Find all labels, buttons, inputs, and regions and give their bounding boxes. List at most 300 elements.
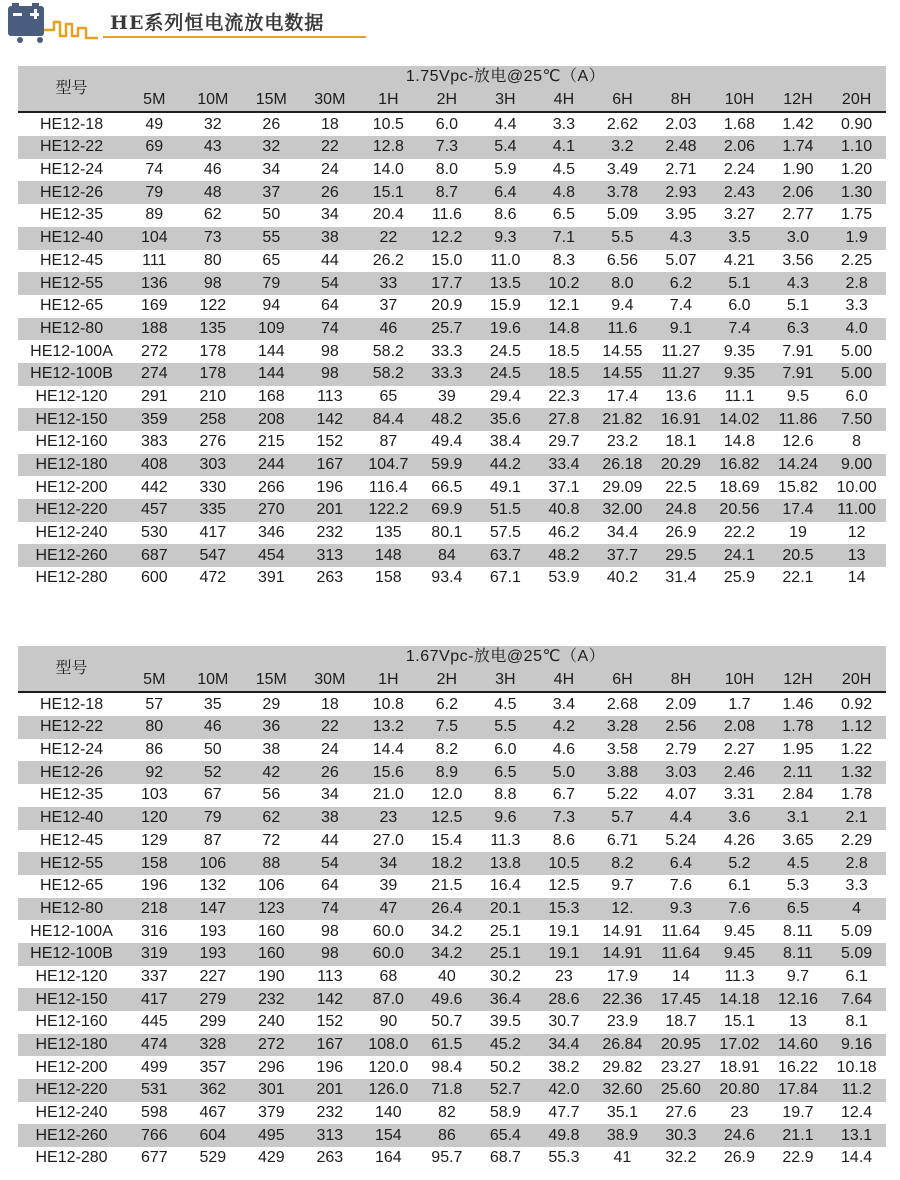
current-value-cell: 35.1	[606, 1104, 638, 1122]
current-value-cell: 59.9	[418, 454, 477, 477]
current-value-cell: 29.7	[548, 433, 580, 451]
current-value-cell: 40.8	[535, 499, 594, 522]
model-cell: HE12-150	[18, 408, 125, 431]
current-value-cell: 14.91	[602, 922, 643, 940]
current-value-cell: 13.8	[476, 852, 535, 875]
current-value-cell: 4.8	[535, 181, 594, 204]
current-value-cell: 8.6	[552, 831, 576, 849]
current-value-cell: 79	[242, 272, 301, 295]
time-column-header: 8H	[652, 669, 711, 693]
current-value-cell: 142	[301, 408, 360, 431]
current-value-cell: 2.79	[665, 741, 697, 759]
current-value-cell: 6.71	[606, 831, 638, 849]
table-row	[18, 898, 886, 921]
current-value-cell: 2.93	[652, 181, 711, 204]
current-value-cell: 26	[301, 761, 360, 784]
current-value-cell: 31.4	[665, 569, 697, 587]
current-value-cell: 39	[379, 877, 398, 895]
table-header-row	[18, 66, 886, 89]
current-value-cell: 316	[140, 922, 168, 940]
model-cell: HE12-55	[18, 272, 125, 295]
table-row	[18, 1011, 886, 1034]
current-value-cell: 13.6	[665, 387, 697, 405]
current-value-cell: 46.2	[548, 524, 580, 542]
time-header-row	[18, 669, 886, 693]
current-value-cell: 4.07	[665, 786, 697, 804]
current-value-cell: 313	[301, 1124, 360, 1147]
current-value-cell: 26	[242, 112, 301, 136]
discharge-table-1.75vpc	[18, 66, 886, 590]
current-value-cell: 54	[301, 272, 360, 295]
current-value-cell: 20.29	[652, 454, 711, 477]
current-value-cell: 11.27	[652, 363, 711, 386]
current-value-cell: 46	[203, 161, 222, 179]
current-value-cell: 147	[184, 898, 243, 921]
model-cell: HE12-220	[18, 499, 125, 522]
time-column-header: 3H	[476, 89, 535, 113]
current-value-cell: 19	[789, 524, 807, 542]
current-value-cell: 6.5	[476, 761, 535, 784]
current-value-cell: 291	[140, 387, 168, 405]
model-cell: HE12-180	[18, 454, 125, 477]
current-value-cell: 13.1	[827, 1124, 886, 1147]
table-row	[18, 272, 886, 295]
current-value-cell: 7.50	[827, 408, 886, 431]
current-value-cell: 2.43	[710, 181, 769, 204]
current-value-cell: 210	[199, 387, 227, 405]
table-row	[18, 966, 886, 989]
current-value-cell: 26.84	[593, 1034, 652, 1057]
current-value-cell: 1.46	[769, 692, 828, 716]
current-value-cell: 11.3	[724, 967, 755, 985]
current-value-cell: 8.7	[418, 181, 477, 204]
current-value-cell: 98	[301, 943, 360, 966]
current-value-cell: 417	[199, 524, 227, 542]
current-value-cell: 2.25	[841, 251, 873, 269]
model-column-header: 型号	[18, 646, 125, 692]
current-value-cell: 600	[140, 569, 168, 587]
current-value-cell: 266	[257, 478, 285, 496]
current-value-cell: 1.32	[827, 761, 886, 784]
current-value-cell: 7.1	[535, 227, 594, 250]
current-value-cell: 3.5	[710, 227, 769, 250]
current-value-cell: 499	[140, 1058, 168, 1076]
current-value-cell: 7.91	[782, 342, 814, 360]
current-value-cell: 6.2	[418, 692, 477, 716]
current-value-cell: 20.4	[372, 206, 404, 224]
current-value-cell: 3.1	[769, 807, 828, 830]
current-value-cell: 23	[555, 967, 573, 985]
current-value-cell: 201	[301, 499, 360, 522]
current-value-cell: 5.1	[786, 297, 810, 315]
current-value-cell: 24.5	[476, 363, 535, 386]
time-column-header: 6H	[593, 669, 652, 693]
current-value-cell: 5.00	[827, 363, 886, 386]
model-cell: HE12-65	[39, 877, 104, 895]
model-cell: HE12-35	[39, 206, 104, 224]
time-column-header: 4H	[535, 669, 594, 693]
current-value-cell: 14.8	[723, 433, 756, 451]
current-value-cell: 6.5	[769, 898, 828, 921]
model-cell: HE12-120	[35, 967, 108, 985]
current-value-cell: 23	[730, 1104, 749, 1122]
current-value-cell: 39.5	[489, 1013, 521, 1031]
current-value-cell: 49.8	[535, 1124, 594, 1147]
current-value-cell: 4.4	[476, 112, 535, 136]
current-value-cell: 495	[242, 1124, 301, 1147]
current-value-cell: 74	[301, 318, 360, 341]
current-value-cell: 36	[242, 716, 301, 739]
current-value-cell: 8.3	[552, 251, 576, 269]
current-value-cell: 12.6	[782, 433, 814, 451]
current-value-cell: 17.02	[710, 1034, 769, 1057]
model-cell: HE12-150	[18, 988, 125, 1011]
current-value-cell: 454	[242, 544, 301, 567]
current-value-cell: 32	[184, 112, 243, 136]
current-value-cell: 17.7	[418, 272, 477, 295]
current-value-cell: 190	[257, 967, 285, 985]
current-value-cell: 87	[203, 831, 222, 849]
current-value-cell: 2.1	[827, 807, 886, 830]
model-cell: HE12-26	[18, 181, 125, 204]
current-value-cell: 4.1	[535, 136, 594, 159]
current-value-cell: 30.7	[548, 1013, 580, 1031]
current-value-cell: 88	[242, 852, 301, 875]
time-column-header: 2H	[418, 669, 477, 693]
current-value-cell: 69.9	[418, 499, 477, 522]
current-value-cell: 38	[301, 807, 360, 830]
current-value-cell: 3.56	[782, 251, 814, 269]
current-value-cell: 67	[203, 786, 222, 804]
title-underline	[103, 36, 366, 38]
current-value-cell: 1.9	[827, 227, 886, 250]
current-value-cell: 98	[184, 272, 243, 295]
current-value-cell: 123	[242, 898, 301, 921]
current-value-cell: 5.09	[606, 206, 638, 224]
current-value-cell: 15.1	[723, 1013, 756, 1031]
model-cell: HE12-24	[39, 741, 104, 759]
current-value-cell: 11.27	[661, 342, 701, 360]
current-value-cell: 64	[320, 877, 339, 895]
current-value-cell: 5.09	[841, 922, 873, 940]
current-value-cell: 11.0	[490, 251, 521, 269]
current-value-cell: 3.31	[723, 786, 756, 804]
current-value-cell: 71.8	[418, 1079, 477, 1102]
model-cell: HE12-22	[18, 136, 125, 159]
current-value-cell: 34	[320, 786, 339, 804]
model-cell: HE12-40	[18, 807, 125, 830]
current-value-cell: 1.10	[827, 136, 886, 159]
current-value-cell: 20.5	[769, 544, 828, 567]
current-value-cell: 270	[242, 499, 301, 522]
table-row	[18, 1124, 886, 1147]
current-value-cell: 34	[320, 206, 339, 224]
current-value-cell: 38.9	[593, 1124, 652, 1147]
current-value-cell: 17.4	[769, 499, 828, 522]
current-value-cell: 530	[140, 524, 168, 542]
current-value-cell: 19.1	[548, 922, 580, 940]
current-value-cell: 457	[125, 499, 184, 522]
table-row	[18, 408, 886, 431]
table-row	[18, 159, 886, 182]
page-header	[0, 0, 900, 45]
current-value-cell: 5.3	[786, 877, 810, 895]
time-column-header: 15M	[242, 669, 301, 693]
current-value-cell: 8.9	[418, 761, 477, 784]
time-column-header: 5M	[125, 89, 184, 113]
current-value-cell: 29	[242, 692, 301, 716]
current-value-cell: 7.4	[669, 297, 693, 315]
table-row	[18, 875, 886, 898]
current-value-cell: 2.8	[827, 272, 886, 295]
current-value-cell: 467	[199, 1104, 227, 1122]
model-cell: HE12-45	[39, 251, 104, 269]
current-value-cell: 13.2	[359, 716, 418, 739]
current-value-cell: 48.2	[535, 544, 594, 567]
table-row	[18, 204, 886, 227]
time-column-header: 2H	[418, 89, 477, 113]
current-value-cell: 40.2	[606, 569, 638, 587]
current-value-cell: 2.29	[841, 831, 873, 849]
current-value-cell: 677	[140, 1149, 168, 1167]
current-value-cell: 55.3	[548, 1149, 580, 1167]
model-cell: HE12-80	[18, 898, 125, 921]
current-value-cell: 2.62	[593, 112, 652, 136]
current-value-cell: 9.00	[827, 454, 886, 477]
current-value-cell: 113	[317, 967, 343, 985]
current-value-cell: 42	[242, 761, 301, 784]
current-value-cell: 32.2	[665, 1149, 697, 1167]
current-value-cell: 272	[140, 342, 168, 360]
current-value-cell: 38	[301, 227, 360, 250]
table-row	[18, 250, 886, 273]
current-value-cell: 50	[203, 741, 222, 759]
current-value-cell: 7.4	[710, 318, 769, 341]
current-value-cell: 42.0	[535, 1079, 594, 1102]
current-value-cell: 26.9	[665, 524, 697, 542]
current-value-cell: 142	[301, 988, 360, 1011]
current-value-cell: 1.74	[769, 136, 828, 159]
current-value-cell: 43	[184, 136, 243, 159]
current-value-cell: 14.91	[593, 943, 652, 966]
model-cell: HE12-200	[35, 478, 108, 496]
table-row	[18, 1079, 886, 1102]
table-row	[18, 943, 886, 966]
current-value-cell: 5.09	[827, 943, 886, 966]
current-value-cell: 1.90	[782, 161, 814, 179]
current-value-cell: 22.9	[782, 1149, 814, 1167]
current-value-cell: 20.80	[710, 1079, 769, 1102]
current-value-cell: 106	[184, 852, 243, 875]
current-value-cell: 5.2	[710, 852, 769, 875]
current-value-cell: 3.3	[535, 112, 594, 136]
current-value-cell: 89	[145, 206, 164, 224]
current-value-cell: 263	[316, 1149, 344, 1167]
current-value-cell: 35.6	[476, 408, 535, 431]
current-value-cell: 6.1	[845, 967, 868, 985]
current-value-cell: 7.5	[418, 716, 477, 739]
current-value-cell: 84.4	[359, 408, 418, 431]
current-value-cell: 9.35	[710, 363, 769, 386]
current-value-cell: 11.2	[827, 1079, 886, 1102]
current-value-cell: 30.3	[652, 1124, 711, 1147]
model-cell: HE12-240	[35, 524, 108, 542]
current-value-cell: 30.2	[489, 967, 521, 985]
current-value-cell: 19.7	[782, 1104, 814, 1122]
current-value-cell: 15.9	[489, 297, 521, 315]
current-value-cell: 276	[199, 433, 227, 451]
current-value-cell: 104.7	[359, 454, 418, 477]
current-value-cell: 16.82	[710, 454, 769, 477]
current-value-cell: 598	[140, 1104, 168, 1122]
current-value-cell: 11.64	[661, 922, 701, 940]
current-value-cell: 2.27	[723, 741, 756, 759]
current-value-cell: 10.2	[535, 272, 594, 295]
current-value-cell: 2.8	[827, 852, 886, 875]
current-value-cell: 24.6	[710, 1124, 769, 1147]
current-value-cell: 547	[184, 544, 243, 567]
current-value-cell: 98	[320, 922, 339, 940]
model-cell: HE12-55	[18, 852, 125, 875]
current-value-cell: 68.7	[489, 1149, 521, 1167]
time-column-header: 10H	[710, 89, 769, 113]
current-value-cell: 6.4	[476, 181, 535, 204]
current-value-cell: 87.0	[359, 988, 418, 1011]
current-value-cell: 22.5	[665, 478, 697, 496]
current-value-cell: 3.4	[535, 692, 594, 716]
current-value-cell: 1.22	[841, 741, 873, 759]
current-value-cell: 8.1	[845, 1013, 868, 1031]
current-value-cell: 9.3	[476, 227, 535, 250]
table-row	[18, 1056, 886, 1079]
current-value-cell: 18.1	[665, 433, 697, 451]
current-value-cell: 11.00	[827, 499, 886, 522]
model-cell: HE12-220	[18, 1079, 125, 1102]
current-value-cell: 11.6	[431, 206, 462, 224]
current-value-cell: 18.7	[665, 1013, 697, 1031]
current-value-cell: 10.18	[836, 1058, 877, 1076]
current-value-cell: 531	[125, 1079, 184, 1102]
current-value-cell: 24	[320, 741, 339, 759]
table-row	[18, 739, 886, 762]
current-value-cell: 132	[199, 877, 227, 895]
model-cell: HE12-18	[18, 112, 125, 136]
current-value-cell: 92	[125, 761, 184, 784]
current-value-cell: 62	[203, 206, 222, 224]
current-value-cell: 44	[320, 251, 339, 269]
model-cell: HE12-180	[18, 1034, 125, 1057]
current-value-cell: 140	[375, 1104, 402, 1122]
current-value-cell: 94	[262, 297, 281, 315]
current-value-cell: 9.45	[723, 922, 756, 940]
current-value-cell: 26.2	[372, 251, 404, 269]
current-value-cell: 22	[301, 136, 360, 159]
current-value-cell: 3.95	[665, 206, 697, 224]
current-value-cell: 20.95	[652, 1034, 711, 1057]
current-value-cell: 5.5	[593, 227, 652, 250]
current-value-cell: 9.4	[611, 297, 634, 315]
model-cell: HE12-280	[35, 569, 108, 587]
current-value-cell: 34	[262, 161, 281, 179]
current-value-cell: 26	[301, 181, 360, 204]
current-value-cell: 12.16	[769, 988, 828, 1011]
current-value-cell: 9.7	[611, 877, 634, 895]
time-column-header: 10H	[710, 669, 769, 693]
current-value-cell: 15.4	[431, 831, 463, 849]
time-column-header: 1H	[359, 89, 418, 113]
current-value-cell: 48	[184, 181, 243, 204]
current-value-cell: 13.5	[476, 272, 535, 295]
current-value-cell: 766	[125, 1124, 184, 1147]
current-value-cell: 148	[359, 544, 418, 567]
current-value-cell: 5.24	[665, 831, 697, 849]
table-row	[18, 295, 886, 318]
current-value-cell: 25.1	[476, 943, 535, 966]
current-value-cell: 98	[320, 342, 339, 360]
current-value-cell: 160	[257, 922, 285, 940]
model-cell: HE12-45	[39, 831, 104, 849]
model-cell: HE12-240	[35, 1104, 108, 1122]
discharge-table-1.67vpc	[18, 646, 886, 1170]
current-value-cell: 15.6	[359, 761, 418, 784]
current-value-cell: 4.2	[535, 716, 594, 739]
current-value-cell: 14	[847, 569, 866, 587]
current-value-cell: 4.21	[723, 251, 756, 269]
table-row	[18, 476, 886, 499]
current-value-cell: 126.0	[359, 1079, 418, 1102]
current-value-cell: 1.95	[782, 741, 814, 759]
current-value-cell: 296	[257, 1058, 285, 1076]
current-value-cell: 61.5	[418, 1034, 477, 1057]
current-value-cell: 14.18	[710, 988, 769, 1011]
current-value-cell: 12.	[593, 898, 652, 921]
current-value-cell: 6.7	[552, 786, 576, 804]
current-value-cell: 6.56	[606, 251, 638, 269]
current-value-cell: 2.03	[652, 112, 711, 136]
current-value-cell: 330	[199, 478, 227, 496]
current-value-cell: 16.91	[652, 408, 711, 431]
current-value-cell: 135	[184, 318, 243, 341]
current-value-cell: 144	[242, 363, 301, 386]
current-value-cell: 3.65	[782, 831, 814, 849]
current-value-cell: 33.3	[418, 363, 477, 386]
current-value-cell: 66.5	[431, 478, 463, 496]
current-value-cell: 5.1	[710, 272, 769, 295]
current-value-cell: 18	[301, 692, 360, 716]
current-value-cell: 379	[257, 1104, 285, 1122]
table-row	[18, 830, 886, 853]
current-value-cell: 86	[418, 1124, 477, 1147]
current-value-cell: 3.58	[606, 741, 638, 759]
current-value-cell: 359	[125, 408, 184, 431]
current-value-cell: 60.0	[372, 922, 404, 940]
current-value-cell: 227	[199, 967, 227, 985]
current-value-cell: 2.11	[769, 761, 828, 784]
current-value-cell: 328	[184, 1034, 243, 1057]
current-value-cell: 28.6	[535, 988, 594, 1011]
current-value-cell: 93.4	[431, 569, 463, 587]
current-value-cell: 201	[301, 1079, 360, 1102]
current-value-cell: 29.09	[602, 478, 643, 496]
current-value-cell: 49	[125, 112, 184, 136]
current-value-cell: 122	[199, 297, 227, 315]
current-value-cell: 335	[184, 499, 243, 522]
current-value-cell: 160	[242, 943, 301, 966]
current-value-cell: 1.78	[841, 786, 873, 804]
current-value-cell: 232	[316, 524, 344, 542]
current-value-cell: 4.5	[552, 161, 576, 179]
current-value-cell: 47	[359, 898, 418, 921]
